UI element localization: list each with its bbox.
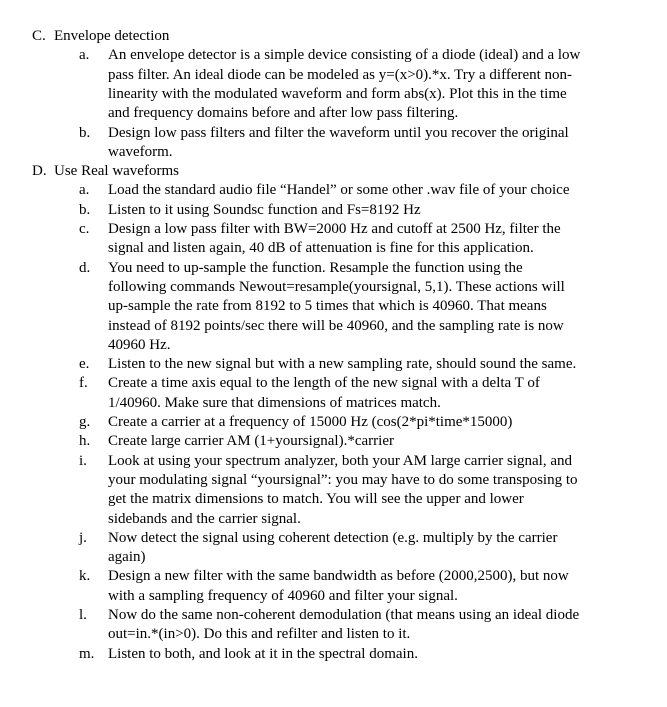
- list-item-text: Look at using your spectrum analyzer, both your AM large carrier signal, and: [108, 452, 572, 469]
- list-item-text: and frequency domains before and after low pass filtering.: [108, 105, 459, 122]
- section-letter: D.: [32, 163, 47, 180]
- list-item-text: Design a low pass filter with BW=2000 Hz and cutoff at 2500 Hz, filter the: [108, 221, 561, 237]
- list-item-marker: h.: [79, 433, 91, 450]
- list-item-marker: g.: [79, 414, 91, 430]
- list-item-marker: j.: [79, 529, 87, 546]
- list-item-text: Listen to both, and look at it in the spectral domain.: [108, 645, 418, 662]
- section-heading: Use Real waveforms: [54, 163, 179, 180]
- list-item-marker: l.: [79, 607, 87, 623]
- section-letter: C.: [32, 28, 46, 44]
- list-item-marker: b.: [79, 124, 91, 141]
- list-item-text: instead of 8192 points/sec there will be 40960, and the sampling rate is now: [108, 317, 564, 334]
- list-item-marker: c.: [79, 221, 90, 237]
- list-item-text: Create large carrier AM (1+yoursignal).*carrier: [108, 433, 394, 450]
- list-item-text: Now detect the signal using coherent detection (e.g. multiply by the carrier: [108, 529, 558, 546]
- list-item-marker: b.: [79, 201, 91, 218]
- list-item-text: Create a carrier at a frequency of 15000 Hz (cos(2*pi*time*15000): [108, 414, 513, 430]
- list-item-marker: i.: [79, 452, 87, 469]
- list-item-text: Listen to it using Soundsc function and Fs=8192 Hz: [108, 201, 421, 218]
- list-item-marker: a.: [79, 182, 90, 199]
- list-item-text: linearity with the modulated waveform and form abs(x). Plot this in the time: [108, 85, 567, 102]
- list-item-marker: k.: [79, 568, 91, 585]
- list-item-text: following commands Newout=resample(yoursignal, 5,1). These actions will: [108, 278, 565, 295]
- list-item-text: your modulating signal “yoursignal”: you may have to do some transposing to: [108, 471, 578, 488]
- list-item-marker: m.: [79, 645, 95, 662]
- list-item-marker: e.: [79, 356, 90, 373]
- list-item-text: 1/40960. Make sure that dimensions of matrices match.: [108, 394, 441, 411]
- list-item-text: with a sampling frequency of 40960 and filter your signal.: [108, 587, 458, 604]
- list-item-text: You need to up-sample the function. Resample the function using the: [108, 259, 523, 276]
- list-item-text: Create a time axis equal to the length of the new signal with a delta T of: [108, 375, 540, 392]
- list-item-text: pass filter. An ideal diode can be modeled as y=(x>0).*x. Try a different non-: [108, 66, 573, 83]
- list-item-text: sidebands and the carrier signal.: [108, 510, 301, 527]
- section-heading: Envelope detection: [54, 28, 170, 44]
- list-item-text: signal and listen again, 40 dB of attenuation is fine for this application.: [108, 240, 534, 257]
- list-item-marker: d.: [79, 259, 91, 276]
- list-item-text: Load the standard audio file “Handel” or some other .wav file of your choice: [108, 182, 570, 199]
- list-item-text: again): [108, 549, 146, 566]
- list-item-text: Listen to the new signal but with a new sampling rate, should sound the same.: [108, 356, 577, 373]
- list-item-text: waveform.: [108, 143, 173, 160]
- list-item-text: Design a new filter with the same bandwidth as before (2000,2500), but now: [108, 568, 569, 585]
- list-item-text: An envelope detector is a simple device consisting of a diode (ideal) and a low: [108, 47, 581, 64]
- list-item-marker: a.: [79, 47, 90, 64]
- list-item-text: up-sample the rate from 8192 to 5 times that which is 40960. That means: [108, 298, 547, 315]
- list-item-text: 40960 Hz.: [108, 336, 171, 353]
- list-item-marker: f.: [79, 375, 88, 392]
- list-item-text: Now do the same non-coherent demodulation (that means using an ideal diode: [108, 607, 580, 623]
- list-item-text: out=in.*(in>0). Do this and refilter and listen to it.: [108, 626, 411, 643]
- list-item-text: get the matrix dimensions to match. You will see the upper and lower: [108, 491, 524, 508]
- list-item-text: Design low pass filters and filter the waveform until you recover the original: [108, 124, 569, 141]
